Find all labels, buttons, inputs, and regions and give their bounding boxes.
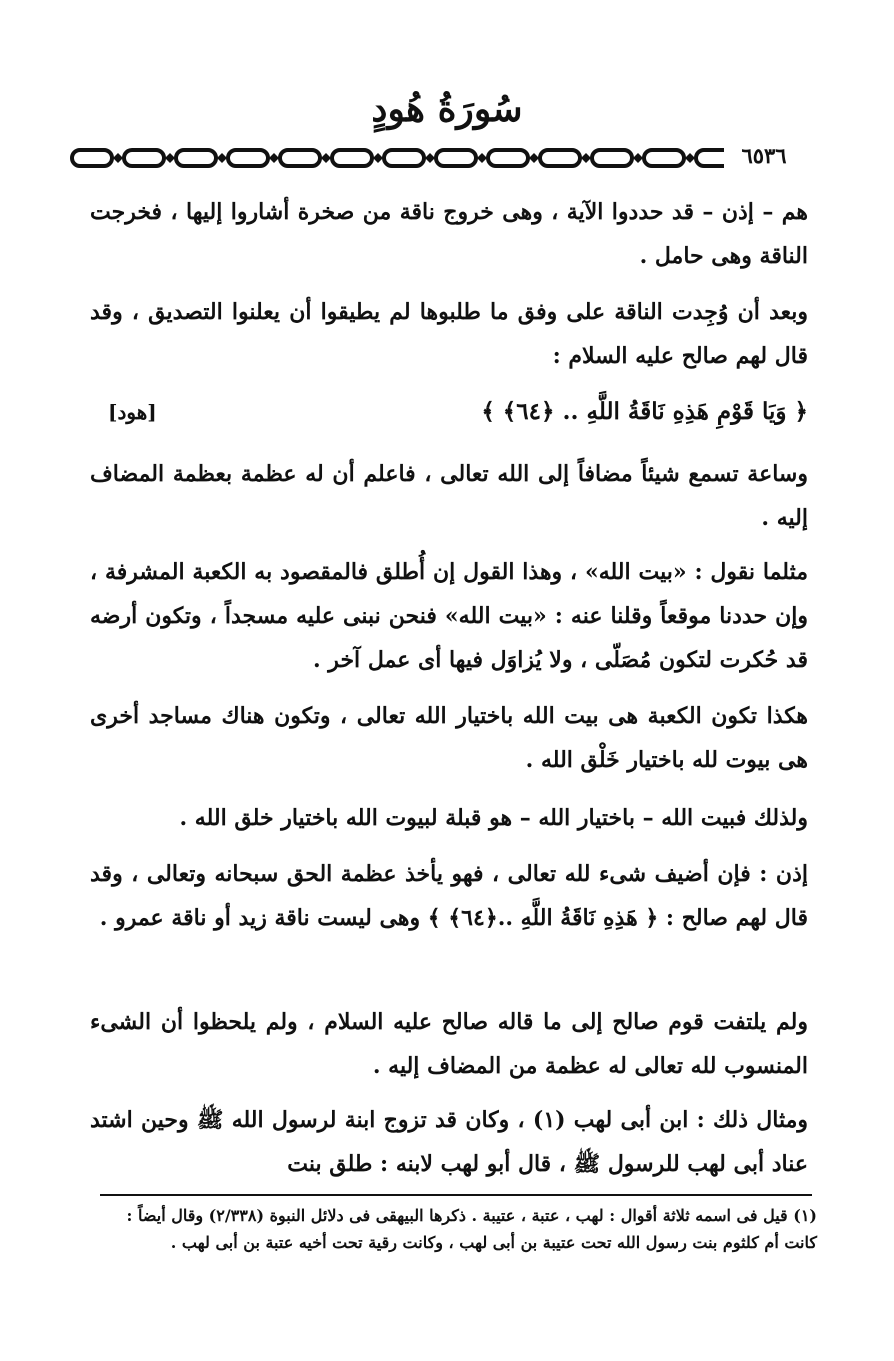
- ornament-chain-icon: [70, 146, 832, 170]
- chain-diamond-6: [425, 153, 435, 163]
- surah-reference: [هود]: [108, 400, 157, 424]
- paragraph-text: ومثال ذلك : ابن أبى لهب (١) ، وكان قد تزوج ابنة لرسول الله ﷺ وحين اشتد عناد أبى لهب للرسول ﷺ ، قال أبو لهب لابنه : طلق بنت: [90, 1107, 808, 1177]
- footnote-line: كانت أم كلثوم بنت رسول الله تحت عتيبة بن أبى لهب ، وكانت رقية تحت أخيه عتبة بن أبى لهب .: [170, 1233, 817, 1252]
- chain-diamond-8: [529, 153, 539, 163]
- paragraph-6: [90, 796, 808, 840]
- paragraph-8: [90, 1000, 808, 1088]
- chain-diamond-3: [269, 153, 279, 163]
- paragraph-4: [90, 550, 808, 682]
- chain-link-6: [384, 150, 424, 166]
- page-number: ٦٥٣٦: [724, 141, 804, 171]
- paragraph-text: ولم يلتفت قوم صالح إلى ما قاله صالح عليه السلام ، ولم يلحظوا أن الشىء المنسوب لله تعالى له عظمة من المضاف إليه .: [90, 1009, 808, 1079]
- paragraph-text: وبعد أن وُجِدت الناقة على وفق ما طلبوها لم يطيقوا أن يعلنوا التصديق ، وقد قال لهم صالح عليه السلام :: [90, 299, 808, 369]
- paragraph-text: وساعة تسمع شيئاً مضافاً إلى الله تعالى ، فاعلم أن له عظمة بعظمة المضاف إليه .: [90, 461, 808, 531]
- chain-link-11: [644, 150, 684, 166]
- chain-diamond-2: [217, 153, 227, 163]
- paragraph-text: ولذلك فبيت الله – باختيار الله – هو قبلة لبيوت الله باختيار خلق الله .: [179, 805, 808, 831]
- chain-link-3: [228, 150, 268, 166]
- chain-link-1: [124, 150, 164, 166]
- paragraph-2: [90, 290, 808, 378]
- chain-link-4: [280, 150, 320, 166]
- footnote: [95, 1202, 817, 1256]
- chain-link-2: [176, 150, 216, 166]
- paragraph-text: مثلما نقول : «بيت الله» ، وهذا القول إن أُطلق فالمقصود به الكعبة المشرفة ، وإن حددنا موقعاً وقلنا عنه : «بيت الله» فنحن نبنى عليه مسجداً ، وتكون أرضه قد حُكرت لتكون مُصَلّى ، ولا يُزاوَل فيها أى عمل آخر .: [90, 559, 808, 673]
- chain-link-0: [72, 150, 112, 166]
- paragraph-9: [90, 1098, 808, 1186]
- chain-link-10: [592, 150, 632, 166]
- paragraph-text: إذن : فإن أضيف شىء لله تعالى ، فهو يأخذ عظمة الحق سبحانه وتعالى ، وقد قال لهم صالح : ﴿ هَذِهِ نَاقَةُ اللَّهِ ..﴿٦٤﴾ ﴾ وهى ليست ناقة زيد أو ناقة عمرو .: [90, 861, 808, 931]
- chain-link-8: [488, 150, 528, 166]
- chain-link-7: [436, 150, 476, 166]
- chain-diamond-9: [581, 153, 591, 163]
- chain-diamond-5: [373, 153, 383, 163]
- footnote-divider: [100, 1194, 812, 1196]
- chain-diamond-0: [113, 153, 123, 163]
- footnote-line: (١) قيل فى اسمه ثلاثة أقوال : لهب ، عتبة ، عتيبة . ذكرها البيهقى فى دلائل النبوة (٢/٣٣٨) وقال أيضاً :: [126, 1206, 817, 1225]
- paragraph-text: هم – إذن – قد حددوا الآية ، وهى خروج ناقة من صخرة أشاروا إليها ، فخرجت الناقة وهى حامل .: [90, 199, 808, 269]
- chain-link-9: [540, 150, 580, 166]
- chain-diamond-10: [633, 153, 643, 163]
- verse-text: ﴿ وَيَا قَوْمِ هَذِهِ نَاقَةُ اللَّهِ .. ﴿٦٤﴾ ﴾: [481, 398, 808, 425]
- chain-diamond-7: [477, 153, 487, 163]
- paragraph-1: [90, 190, 808, 278]
- chain-diamond-4: [321, 153, 331, 163]
- paragraph-7: [90, 852, 808, 940]
- chain-diamond-11: [685, 153, 695, 163]
- paragraph-3: [90, 452, 808, 540]
- surah-title: سُورَةُ هُودٍ: [371, 88, 523, 130]
- paragraph-text: هكذا تكون الكعبة هى بيت الله باختيار الله تعالى ، وتكون هناك مساجد أخرى هى بيوت لله باختيار خَلْق الله .: [90, 703, 808, 773]
- chain-diamond-1: [165, 153, 175, 163]
- chain-link-5: [332, 150, 372, 166]
- ornament-border: [70, 146, 832, 170]
- quran-verse: [90, 390, 808, 434]
- paragraph-5: [90, 694, 808, 782]
